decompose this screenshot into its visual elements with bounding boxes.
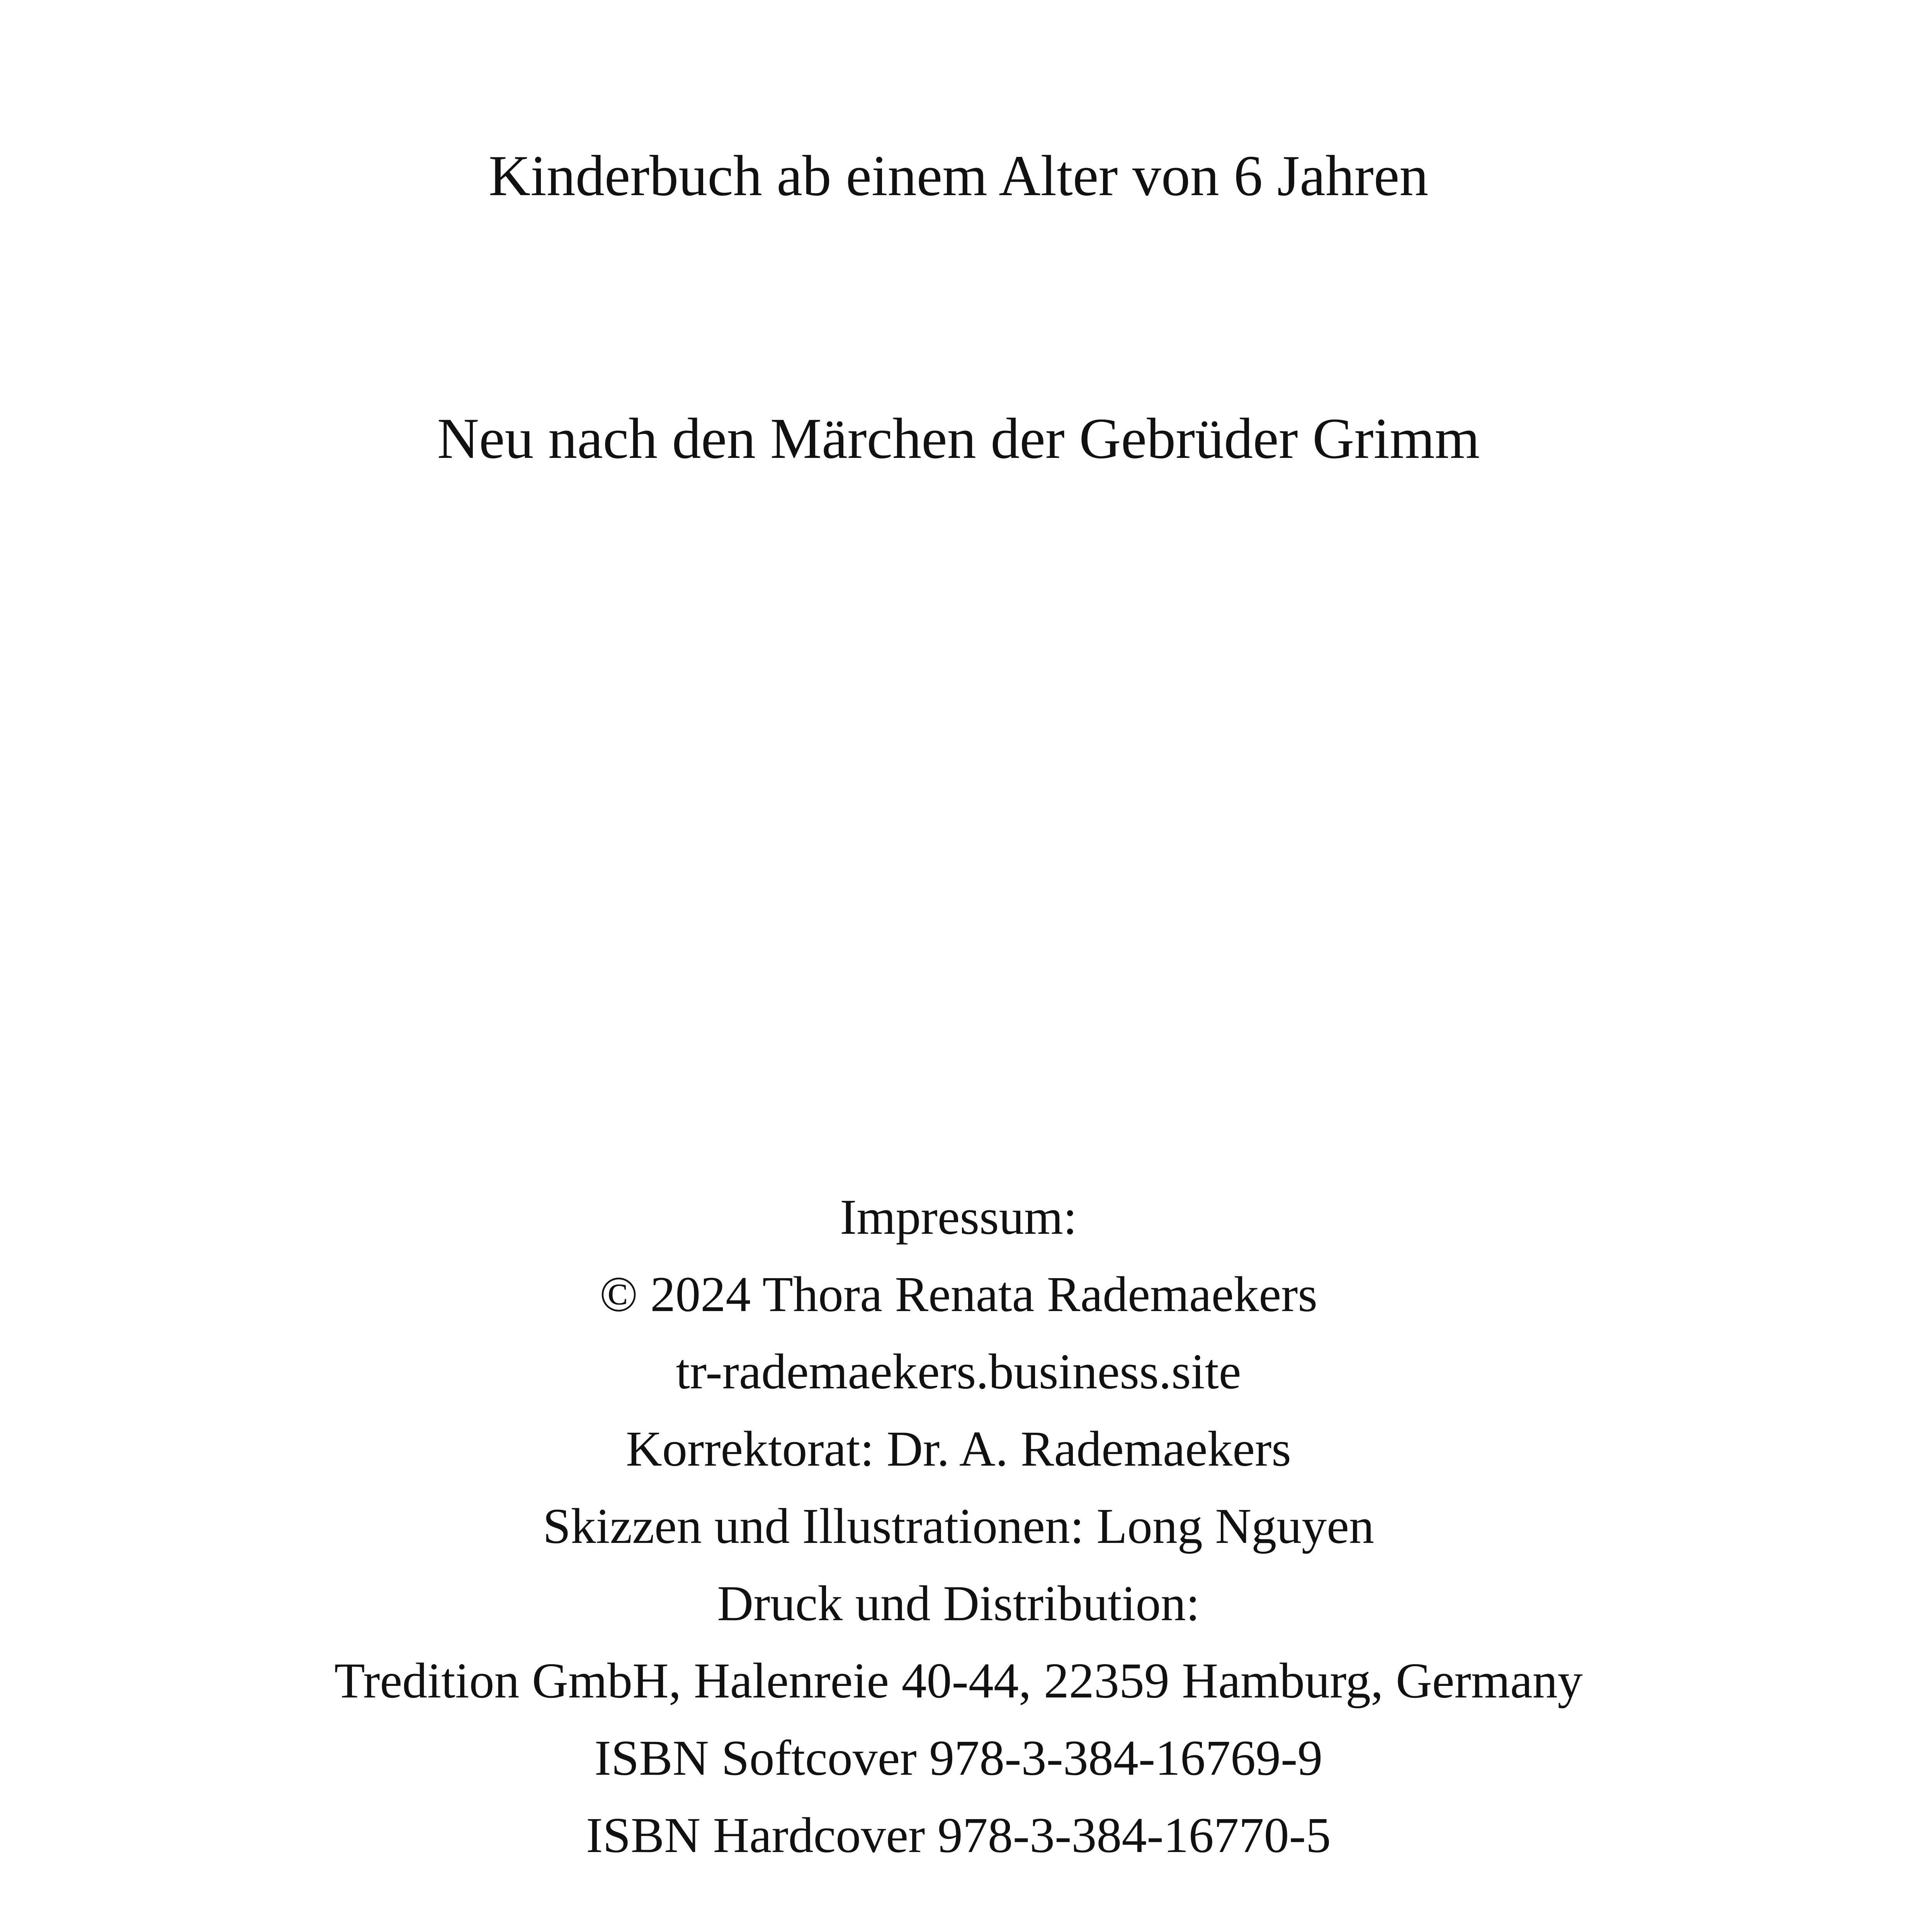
imprint-distributor: Tredition GmbH, Halenreie 40-44, 22359 Hamburg, Germany — [334, 1653, 1583, 1709]
subtitle-age-recommendation: Kinderbuch ab einem Alter von 6 Jahren — [488, 144, 1429, 208]
imprint-isbn-hardcover: ISBN Hardcover 978-3-384-16770-5 — [586, 1808, 1331, 1863]
imprint-block — [0, 1179, 1917, 1874]
imprint-illustrations: Skizzen und Illustrationen: Long Nguyen — [543, 1498, 1374, 1554]
imprint-heading: Impressum: — [840, 1189, 1077, 1245]
subtitle-grimm-origin: Neu nach den Märchen der Gebrüder Grimm — [437, 406, 1480, 471]
imprint-isbn-softcover: ISBN Softcover 978-3-384-16769-9 — [594, 1730, 1323, 1786]
imprint-website: tr-rademaekers.business.site — [676, 1344, 1241, 1400]
imprint-copyright: © 2024 Thora Renata Rademaekers — [600, 1267, 1317, 1322]
imprint-distribution-label: Druck und Distribution: — [717, 1576, 1200, 1631]
imprint-proofreading: Korrektorat: Dr. A. Rademaekers — [626, 1421, 1291, 1477]
